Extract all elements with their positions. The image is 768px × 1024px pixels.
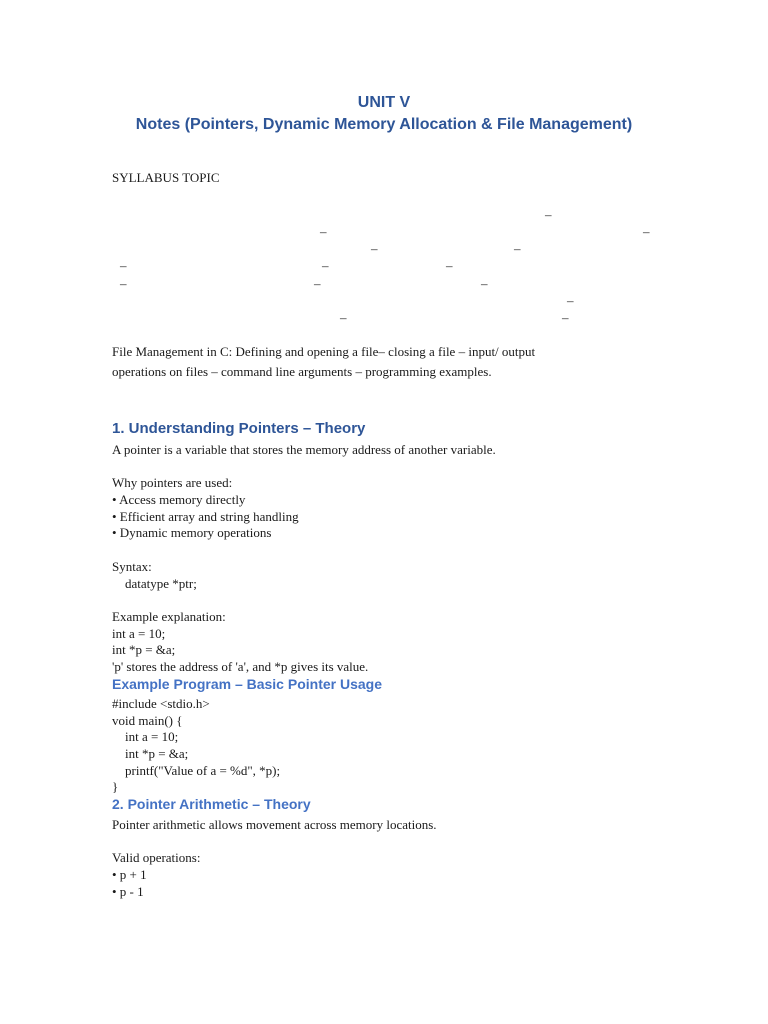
list-item: • p + 1 [112,867,147,882]
file-management-line-2: operations on files – command line arguments – programming examples. [112,364,492,379]
dash-mark: – [322,258,329,273]
list-item: • Dynamic memory operations [112,525,272,540]
code-line: #include <stdio.h> [112,696,210,711]
file-management-line-1: File Management in C: Defining and opening a file– closing a file – input/ output [112,344,536,359]
why-pointers-heading: Why pointers are used: [112,475,233,490]
dash-mark: – [371,241,378,256]
dash-mark: – [340,310,347,325]
code-line: int a = 10; [125,729,179,744]
code-line: int *p = &a; [125,746,189,761]
dash-mark: – [514,241,521,256]
code-line: } [112,779,119,794]
explanation-line: 'p' stores the address of 'a', and *p gives its value. [112,659,369,674]
document-subtitle: Notes (Pointers, Dynamic Memory Allocation & File Management) [135,116,633,133]
dash-mark: – [481,276,488,291]
list-item: • p - 1 [112,884,144,899]
dash-mark: – [120,258,127,273]
code-line: printf("Value of a = %d", *p); [125,763,281,778]
code-line: int a = 10; [112,626,166,641]
unit-title: UNIT V [357,94,411,111]
example-explanation-label: Example explanation: [112,609,226,624]
valid-operations-heading: Valid operations: [112,850,201,865]
dash-mark: – [446,258,453,273]
syllabus-label: SYLLABUS TOPIC [112,170,220,185]
code-line: void main() { [112,713,183,728]
dash-mark: – [320,224,327,239]
section-1-heading: 1. Understanding Pointers – Theory [112,420,366,437]
dash-mark: – [314,276,321,291]
list-item: • Efficient array and string handling [112,509,299,524]
list-item: • Access memory directly [112,492,246,507]
code-line: int *p = &a; [112,642,176,657]
pointer-arithmetic-definition: Pointer arithmetic allows movement across memory locations. [112,817,437,832]
dash-mark: – [120,276,127,291]
example-program-heading: Example Program – Basic Pointer Usage [112,676,382,692]
section-2-heading: 2. Pointer Arithmetic – Theory [112,796,311,812]
dash-mark: – [545,207,552,222]
pointer-definition: A pointer is a variable that stores the memory address of another variable. [112,442,496,457]
dash-mark: – [562,310,569,325]
dash-mark: – [567,293,574,308]
syntax-code: datatype *ptr; [125,576,197,591]
syntax-label: Syntax: [112,559,152,574]
dash-mark: – [643,224,650,239]
